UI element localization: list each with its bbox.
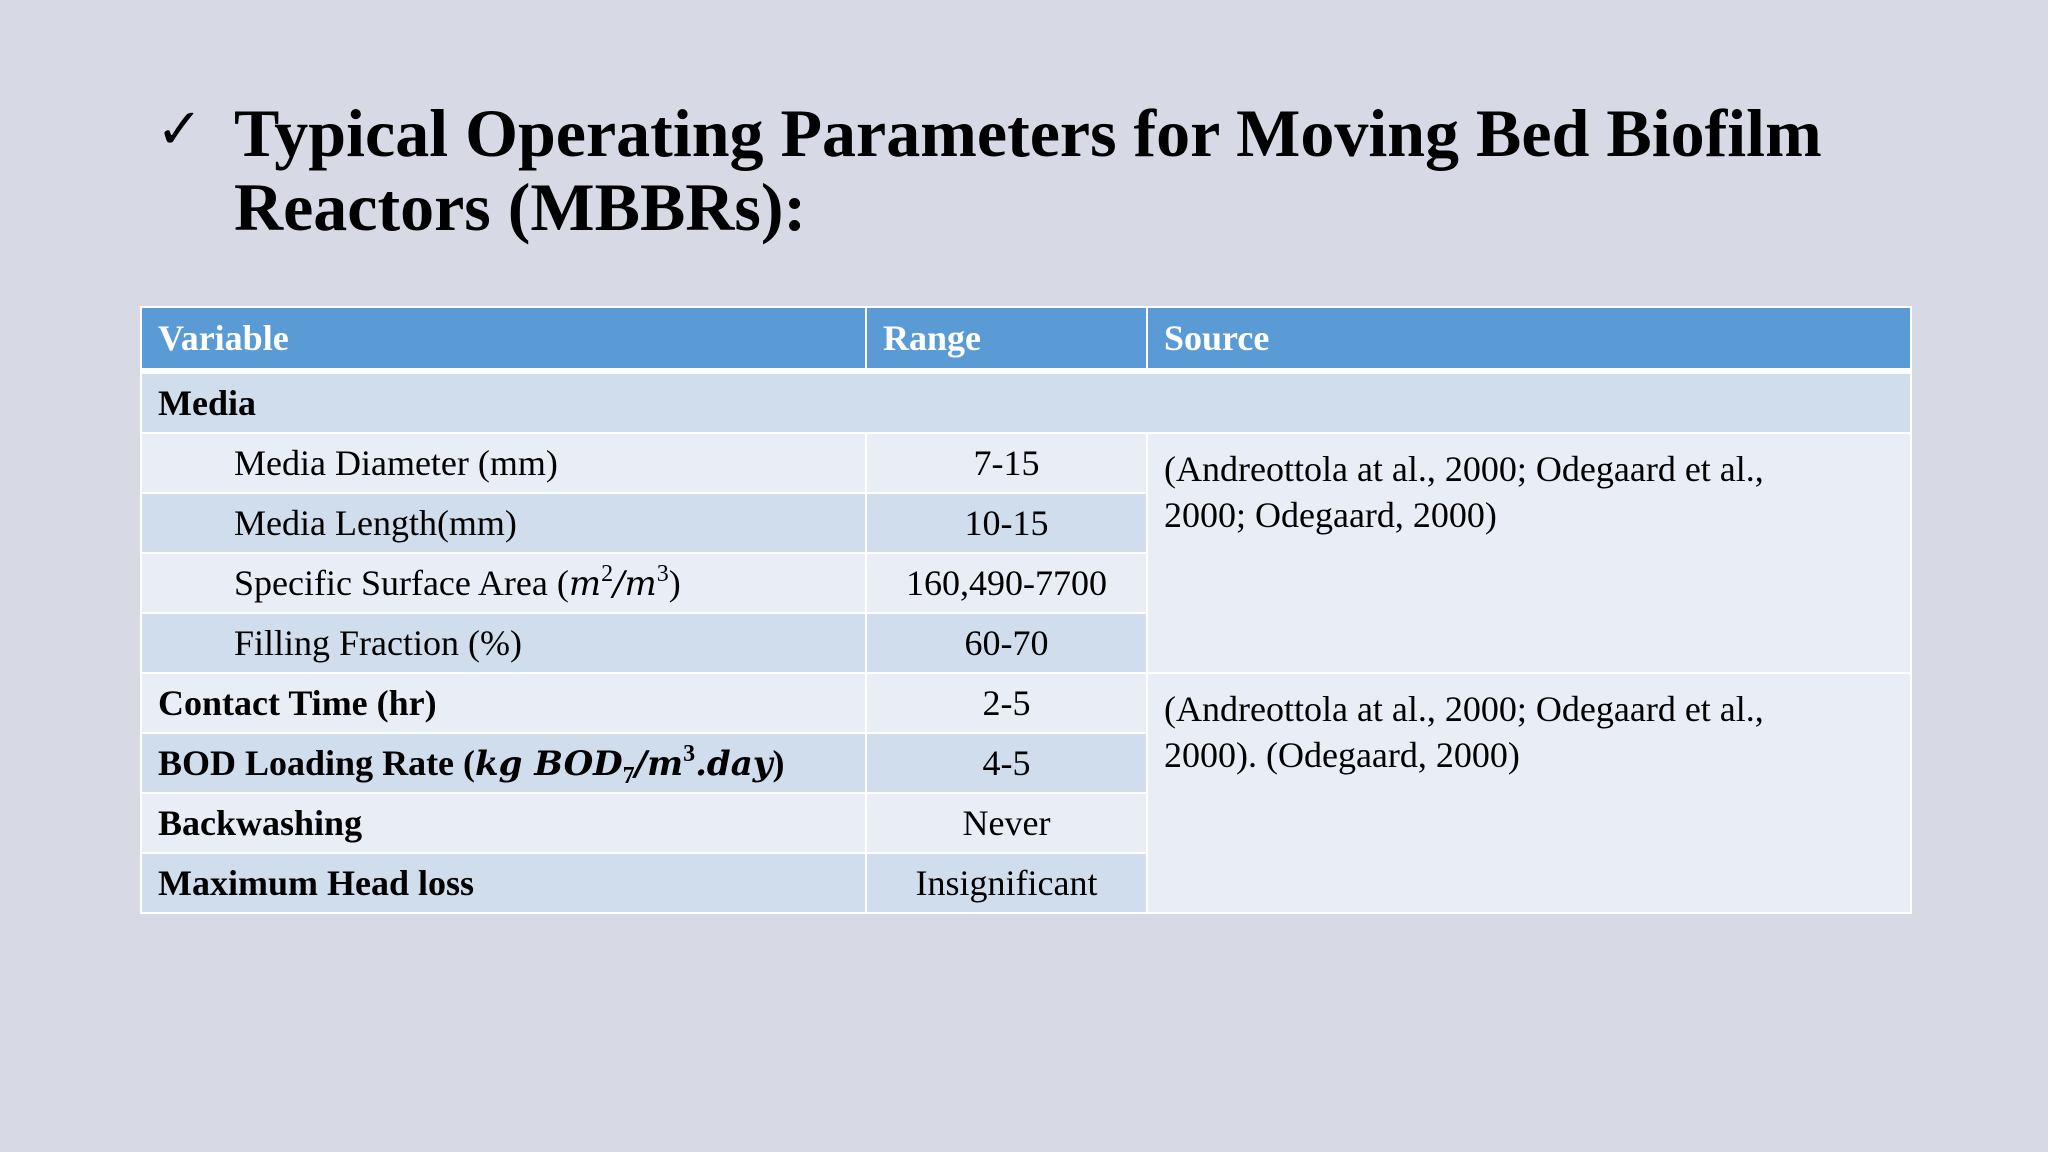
math-var: m [568,564,602,604]
range-cell: 2-5 [866,673,1147,733]
table-row [141,433,1911,493]
range-cell: 4-5 [866,733,1147,793]
header-source: Source [1147,307,1911,371]
range-cell: 60-70 [866,613,1147,673]
header-range: Range [866,307,1147,371]
title-line-2: Reactors (MBBRs): [234,169,807,245]
source-cell-media: (Andreottola at al., 2000; Odegaard et al., 2000; Odegaard, 2000) [1147,433,1911,673]
section-label-media: Media [141,371,1911,433]
variable-cell: Media Length(mm) [141,493,866,553]
variable-cell: Media Diameter (mm) [141,433,866,493]
variable-cell [141,553,866,613]
range-cell: 10-15 [866,493,1147,553]
parameters-table-wrapper [140,306,1910,914]
variable-cell [141,733,866,793]
math-var: m [624,564,657,604]
math-expr: /m [634,744,684,784]
variable-cell: Maximum Head loss [141,853,866,913]
slide-title-block [156,96,1916,244]
variable-cell: Contact Time (hr) [141,673,866,733]
range-cell: Never [866,793,1147,853]
source-cell-operation: (Andreottola at al., 2000; Odegaard et al., 2000). (Odegaard, 2000) [1147,673,1911,913]
header-variable: Variable [141,307,866,371]
checkmark-icon: ✓ [156,97,203,162]
variable-text: ) [772,743,785,783]
variable-text: BOD Loading Rate ( [158,743,476,783]
section-row-media [141,371,1911,433]
math-expr: .day [695,744,773,784]
range-cell: 7-15 [866,433,1147,493]
math-exponent: 3 [656,561,669,587]
variable-text: Specific Surface Area ( [234,563,569,603]
math-expr: kg BOD [475,744,623,784]
range-cell: Insignificant [866,853,1147,913]
title-line-1: Typical Operating Parameters for Moving Bed Biofilm [234,95,1822,171]
parameters-table [140,306,1912,914]
math-exponent: 3 [683,741,696,767]
math-exponent: 2 [601,561,614,587]
math-slash: / [613,564,625,604]
variable-cell: Backwashing [141,793,866,853]
range-cell: 160,490-7700 [866,553,1147,613]
table-row [141,673,1911,733]
variable-text: ) [668,563,681,603]
variable-cell: Filling Fraction (%) [141,613,866,673]
table-header-row [141,307,1911,371]
math-subscript: 7 [622,763,635,789]
slide-title [234,96,1822,244]
